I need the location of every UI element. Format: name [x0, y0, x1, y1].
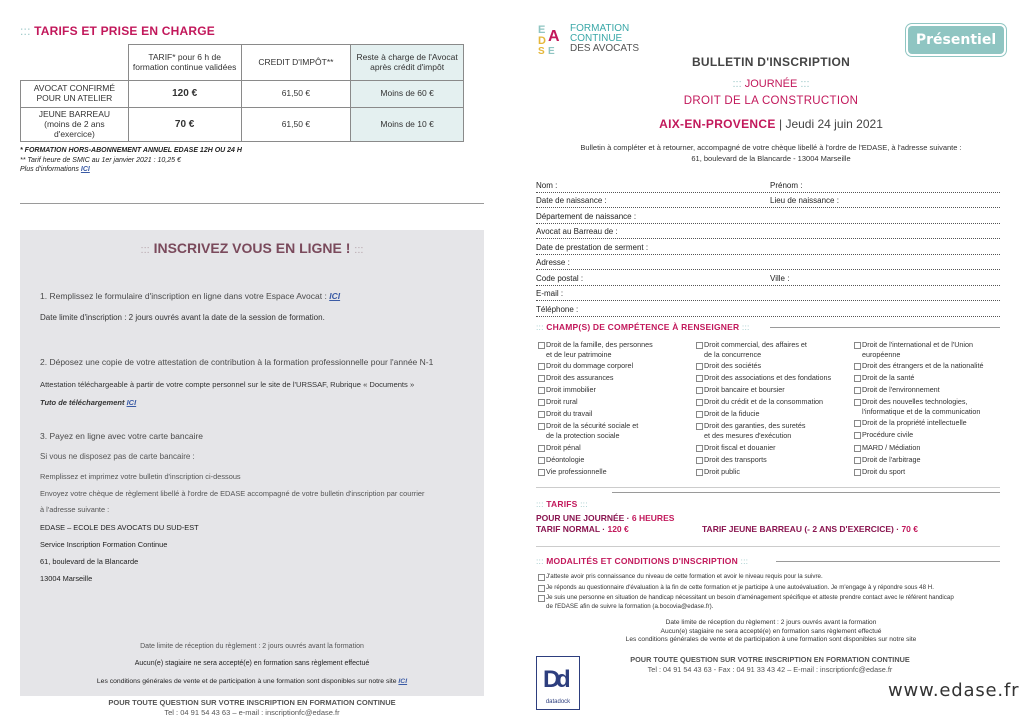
champs-title-text: CHAMP(S) DE COMPÉTENCE À RENSEIGNER	[546, 322, 740, 332]
checkbox-fiducie[interactable]: Droit de la fiducie	[696, 410, 760, 419]
logo-letters	[538, 24, 568, 57]
prenom-label[interactable]: Prénom :	[770, 181, 803, 190]
naissance-label: Date de naissance :	[536, 196, 607, 205]
serment-field[interactable]: Date de prestation de serment :	[536, 243, 1000, 255]
checkbox-famille-cont: et de leur patrimoine	[546, 350, 612, 359]
row-credit: 61,50 €	[241, 81, 351, 108]
right-tarifs-title-text: TARIFS	[546, 499, 578, 509]
step-3-line-1: Remplissez et imprimez votre bulletin d'inscription ci-dessous	[40, 472, 241, 481]
checkbox-arbitrage[interactable]: Droit de l'arbitrage	[854, 456, 921, 465]
code-postal-field[interactable]	[536, 274, 1000, 286]
right-limit-3: Les conditions générales de vente et de participation à une formation sont disponibles sur notre site	[625, 636, 917, 643]
code-postal-label: Code postal :	[536, 274, 584, 283]
more-info-link[interactable]: ICI	[80, 166, 90, 173]
journee-label	[536, 78, 1006, 90]
checkbox-garanties[interactable]: Droit des garanties, des suretés	[696, 422, 805, 431]
modalites-title	[536, 556, 748, 566]
edase-logo	[538, 22, 648, 58]
left-limit-2: Aucun(e) stagiaire ne sera accepté(e) en formation sans règlement effectué	[134, 660, 370, 667]
section-rule-top	[536, 546, 1000, 547]
checkbox-propriete-intel[interactable]: Droit de la propriété intellectuelle	[854, 419, 967, 428]
decor-dots: :::	[740, 556, 749, 566]
checkbox-procedure-civile[interactable]: Procédure civile	[854, 431, 913, 440]
intro-line-2: 61, boulevard de la Blancarde - 13004 Marseille	[691, 154, 851, 163]
table-header-tarif: TARIF* pour 6 h de formation continue validées	[128, 45, 241, 81]
left-limit-1: Date limite de réception du règlement : 2 jours ouvrés avant la formation	[140, 643, 364, 650]
decor-dots: :::	[20, 24, 31, 38]
logo-letter: S	[538, 46, 545, 57]
left-limit-3-text: Les conditions générales de vente et de participation à une formation sont disponibles sur notre site	[96, 678, 397, 685]
barreau-field[interactable]: Avocat au Barreau de :	[536, 227, 1000, 239]
step-3: 3. Payez en ligne avec votre carte bancaire	[40, 431, 204, 441]
tarif-normal-label: TARIF NORMAL ·	[536, 524, 606, 534]
departement-field[interactable]: Département de naissance :	[536, 212, 1000, 224]
row-tarif: 120 €	[128, 81, 241, 108]
logo-text-line: FORMATION	[570, 23, 630, 34]
checkbox-international[interactable]: Droit de l'international et de l'Union	[854, 341, 973, 350]
decor-dots: :::	[536, 556, 544, 566]
checkbox-securite-cont: de la protection sociale	[546, 431, 620, 440]
row-credit: 61,50 €	[241, 108, 351, 142]
checkbox-international-cont: européenne	[862, 350, 901, 359]
section-rule	[776, 561, 1000, 562]
conditions-link[interactable]: ICI	[398, 678, 408, 685]
ville-label[interactable]: Ville :	[770, 274, 790, 283]
checkbox-immobilier[interactable]: Droit immobilier	[538, 386, 596, 395]
espace-avocat-link[interactable]: ICI	[329, 291, 341, 301]
nom-field[interactable]	[536, 181, 1000, 193]
checkbox-commercial-cont: de la concurrence	[704, 350, 762, 359]
checkbox-assurances[interactable]: Droit des assurances	[538, 374, 614, 383]
right-tarifs-title	[536, 499, 588, 509]
logo-letter: E	[538, 24, 546, 36]
lieu-label[interactable]: Lieu de naissance :	[770, 196, 839, 205]
handicap-cont: de l'EDASE afin de suivre la formation (a.bocovia@edase.fr).	[546, 603, 714, 610]
decor-dots: :::	[140, 244, 150, 256]
checkbox-associations[interactable]: Droit des associations et des fondations	[696, 374, 831, 383]
tuto-link[interactable]: ICI	[126, 398, 137, 407]
journee-text: JOURNÉE	[744, 78, 798, 90]
note-2: ** Tarif heure de SMIC au 1er janvier 2021 : 10,25 €	[20, 156, 181, 164]
note-1: * FORMATION HORS-ABONNEMENT ANNUEL EDASE 12H OU 24 H	[20, 147, 242, 154]
datadock-icon	[537, 657, 579, 709]
svg-text:d: d	[556, 666, 571, 693]
decor-dots: :::	[732, 78, 742, 90]
checkbox-transports[interactable]: Droit des transports	[696, 456, 767, 465]
location: AIX-EN-PROVENCE	[659, 117, 776, 131]
address-line-1: EDASE – ECOLE DES AVOCATS DU SUD-EST	[40, 523, 199, 532]
checkbox-garanties-cont: et des mesures d'exécution	[704, 431, 792, 440]
right-footer-contact: Tel : 04 91 54 43 63 - Fax : 04 91 33 43 42 – E-mail : inscriptionfc@edase.fr	[647, 664, 893, 674]
tarif-journee-label: POUR UNE JOURNÉE ·	[536, 513, 630, 523]
tarif-jeune-value: 70 €	[901, 524, 918, 534]
nom-label: Nom :	[536, 181, 558, 190]
tarif-jeune	[702, 524, 918, 534]
adresse-field[interactable]: Adresse :	[536, 258, 1000, 270]
tuto-line	[40, 398, 136, 407]
checkbox-public[interactable]: Droit public	[696, 468, 740, 477]
decor-dots: :::	[800, 78, 810, 90]
tarifs-title-text: TARIFS ET PRISE EN CHARGE	[34, 24, 215, 38]
table-corner	[21, 45, 129, 81]
checkbox-nouvelles-tech[interactable]: Droit des nouvelles technologies,	[854, 398, 967, 407]
checkbox-dommage[interactable]: Droit du dommage corporel	[538, 362, 633, 371]
note-3	[20, 165, 242, 175]
right-limit-1: Date limite de réception du règlement : 2 jours ouvrés avant la formation	[665, 619, 877, 626]
logo-text	[570, 24, 639, 54]
step-1-text: 1. Remplissez le formulaire d'inscription en ligne dans votre Espace Avocat :	[40, 291, 327, 301]
left-footer	[20, 698, 484, 717]
checkbox-niveau[interactable]: J'atteste avoir pris connaissance du niveau de cette formation et avoir le niveau requis pour la suivre.	[538, 573, 823, 581]
decor-dots: :::	[741, 322, 750, 332]
datadock-text: datadock	[545, 699, 571, 705]
checkbox-penal[interactable]: Droit pénal	[538, 444, 581, 453]
step-3-line-2: Envoyez votre chèque de règlement libellé à l'ordre de EDASE accompagné de votre bulletin d'inscription par courrier	[40, 489, 425, 498]
left-limit-3	[20, 678, 484, 685]
section-rule-top	[536, 487, 1000, 488]
checkbox-sport[interactable]: Droit du sport	[854, 468, 905, 477]
table-row	[21, 81, 464, 108]
checkbox-travail[interactable]: Droit du travail	[538, 410, 592, 419]
telephone-field[interactable]: Téléphone :	[536, 305, 1000, 317]
svg-text:D: D	[543, 666, 561, 693]
checkbox-vie-pro[interactable]: Vie professionnelle	[538, 468, 607, 477]
online-registration-title	[20, 240, 484, 256]
checkbox-environnement[interactable]: Droit de l'environnement	[854, 386, 940, 395]
row-label: AVOCAT CONFIRMÉ POUR UN ATELIER	[21, 81, 129, 108]
tarifs-notes	[20, 146, 242, 175]
address-line-3: 61, boulevard de la Blancarde	[40, 557, 139, 566]
row-reste: Moins de 60 €	[351, 81, 464, 108]
checkbox-questionnaire[interactable]: Je réponds au questionnaire d'évaluation à la fin de cette formation et je participe à une autoévaluation. Je m'engage à y répondre sous 48 H.	[538, 584, 934, 592]
location-date	[536, 117, 1006, 131]
checkbox-bancaire[interactable]: Droit bancaire et boursier	[696, 386, 785, 395]
section-rule	[612, 492, 1000, 493]
checkbox-nouvelles-tech-cont: l'informatique et de la communication	[862, 407, 981, 416]
checkbox-rural[interactable]: Droit rural	[538, 398, 578, 407]
email-field[interactable]: E-mail :	[536, 289, 1000, 301]
address-line-2: Service Inscription Formation Continue	[40, 540, 168, 549]
naissance-field[interactable]	[536, 196, 1000, 208]
table-row	[21, 108, 464, 142]
datadock-logo	[536, 656, 580, 710]
divider	[20, 203, 484, 204]
step-3-sub: Si vous ne disposez pas de carte bancaire :	[40, 452, 195, 461]
tarif-normal	[536, 524, 674, 535]
step-3-line-3: à l'adresse suivante :	[40, 505, 110, 514]
logo-text-line: DES AVOCATS	[570, 43, 640, 54]
logo-letter: D	[538, 35, 546, 47]
tarif-journee	[536, 513, 674, 524]
bulletin-title: BULLETIN D'INSCRIPTION	[691, 55, 851, 69]
checkbox-etrangers[interactable]: Droit des étrangers et de la nationalité	[854, 362, 983, 371]
event-date: Jeudi 24 juin 2021	[785, 117, 883, 131]
decor-dots: :::	[536, 499, 544, 509]
intro-text	[536, 142, 1006, 164]
address-line-4: 13004 Marseille	[40, 574, 93, 583]
checkbox-commercial[interactable]: Droit commercial, des affaires et	[696, 341, 807, 350]
logo-text-line: CONTINUE	[570, 33, 623, 44]
table-header-credit: CREDIT D'IMPÔT**	[241, 45, 351, 81]
tarif-jeune-label: TARIF JEUNE BARREAU (- 2 ANS D'EXERCICE) ·	[702, 524, 900, 534]
champs-title	[536, 322, 750, 332]
row-label: JEUNE BARREAU (moins de 2 ans d'exercice)	[21, 108, 129, 142]
right-limit-2: Aucun(e) stagiaire ne sera accepté(e) en formation sans règlement effectué	[660, 627, 882, 635]
right-footer-title: POUR TOUTE QUESTION SUR VOTRE INSCRIPTION EN FORMATION CONTINUE	[630, 655, 910, 664]
checkbox-credit[interactable]: Droit du crédit et de la consommation	[696, 398, 823, 407]
website-link[interactable]: www.edase.fr	[888, 680, 1020, 701]
table-header-reste: Reste à charge de l'Avocat après crédit d'impôt	[351, 45, 464, 81]
checkbox-sante[interactable]: Droit de la santé	[854, 374, 914, 383]
tarifs-table	[20, 44, 464, 142]
decor-dots: :::	[536, 322, 544, 332]
decor-dots: :::	[580, 499, 588, 509]
logo-letter: A	[548, 28, 560, 45]
modalites-title-text: MODALITÉS ET CONDITIONS D'INSCRIPTION	[546, 556, 738, 566]
tarifs-section-title	[20, 24, 215, 38]
row-reste: Moins de 10 €	[351, 108, 464, 142]
step-2: 2. Déposez une copie de votre attestation de contribution à la formation professionnelle pour l'année N-1	[40, 357, 434, 367]
left-footer-contact: Tel : 04 91 54 43 63 – e-mail : inscriptionfc@edase.fr	[164, 707, 340, 717]
checkbox-famille[interactable]: Droit de la famille, des personnes	[538, 341, 653, 350]
right-limits	[536, 619, 1006, 645]
tarif-normal-value: 120 €	[607, 524, 629, 534]
step-1-detail: Date limite d'inscription : 2 jours ouvrés avant la date de la session de formation.	[40, 313, 325, 322]
tuto-text: Tuto de téléchargement	[40, 398, 125, 407]
presentiel-badge: Présentiel	[908, 26, 1004, 54]
checkbox-securite-sociale[interactable]: Droit de la sécurité sociale et	[538, 422, 638, 431]
intro-line-1: Bulletin à compléter et à retourner, accompagné de votre chèque libellé à l'ordre de l'EDASE, à l'adresse suivante :	[580, 143, 962, 152]
checkbox-mard[interactable]: MARD / Médiation	[854, 444, 920, 453]
step-1	[40, 291, 340, 301]
formation-title: DROIT DE LA CONSTRUCTION	[683, 95, 859, 107]
tarif-journee-value: 6 HEURES	[631, 513, 675, 523]
note-3-text: Plus d'informations	[20, 166, 79, 173]
row-tarif: 70 €	[128, 108, 241, 142]
checkbox-fiscal[interactable]: Droit fiscal et douanier	[696, 444, 776, 453]
logo-letter: E	[548, 46, 555, 57]
checkbox-deontologie[interactable]: Déontologie	[538, 456, 584, 465]
tarif-lines	[536, 513, 674, 535]
checkbox-handicap[interactable]: Je suis une personne en situation de handicap nécessitant un besoin d'aménagement spécifique et atteste prendre contact avec le référent handicap	[538, 594, 954, 602]
separator: |	[778, 117, 783, 131]
section-rule	[770, 327, 1000, 328]
checkbox-societes[interactable]: Droit des sociétés	[696, 362, 761, 371]
online-title-text: INSCRIVEZ VOUS EN LIGNE !	[153, 240, 351, 256]
left-footer-title: POUR TOUTE QUESTION SUR VOTRE INSCRIPTION EN FORMATION CONTINUE	[108, 698, 396, 707]
decor-dots: :::	[354, 244, 364, 256]
right-footer	[596, 655, 944, 674]
step-2-detail: Attestation téléchargeable à partir de votre compte personnel sur le site de l'URSSAF, Rubrique « Documents »	[40, 380, 415, 389]
